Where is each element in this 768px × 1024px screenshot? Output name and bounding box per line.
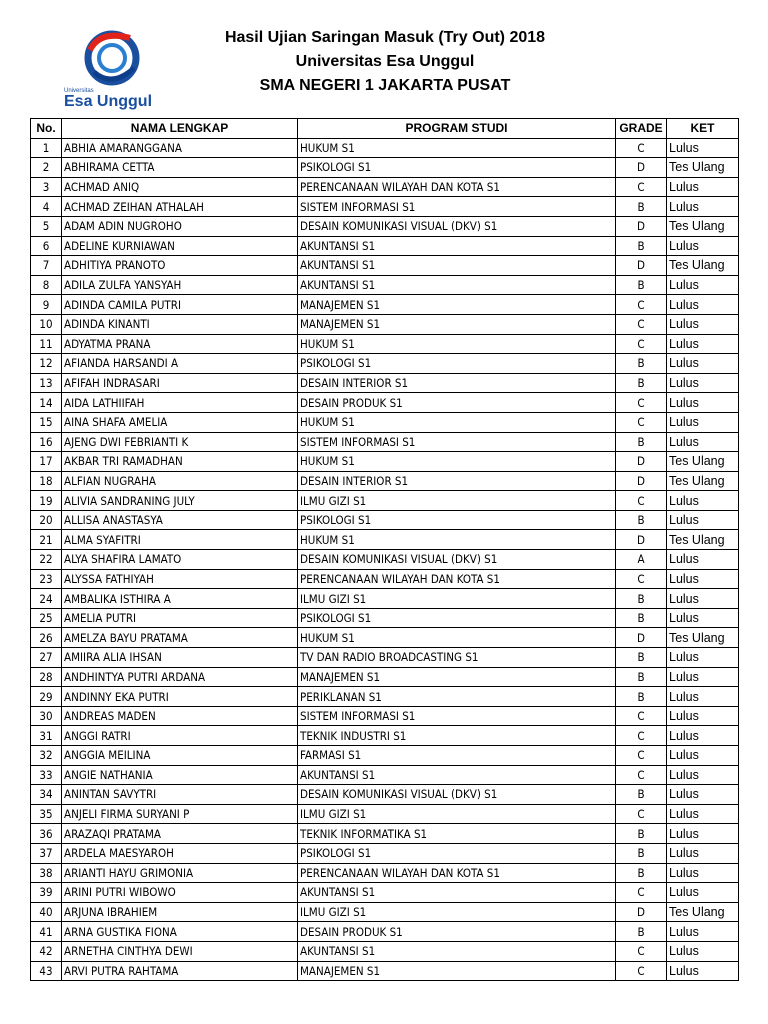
cell-no: 13 [31,373,62,393]
cell-ket: Lulus [667,608,739,628]
cell-nama-lengkap: AIDA LATHIIFAH [62,393,298,413]
cell-nama-lengkap: AFIANDA HARSANDI A [62,354,298,374]
cell-no: 35 [31,804,62,824]
cell-nama-lengkap: ALFIAN NUGRAHA [62,471,298,491]
table-row [31,667,739,687]
cell-program-studi: PSIKOLOGI S1 [298,608,616,628]
cell-nama-lengkap: ANGGIA MEILINA [62,746,298,766]
cell-ket: Lulus [667,961,739,981]
cell-program-studi: SISTEM INFORMASI S1 [298,197,616,217]
cell-no: 23 [31,569,62,589]
table-row [31,471,739,491]
cell-grade: D [616,256,667,276]
cell-ket: Lulus [667,726,739,746]
cell-program-studi: PERIKLANAN S1 [298,687,616,707]
cell-ket: Tes Ulang [667,628,739,648]
logo-small-text: Universitas [64,88,94,94]
cell-no: 17 [31,452,62,472]
cell-nama-lengkap: ALLISA ANASTASYA [62,510,298,530]
cell-grade: D [616,216,667,236]
cell-program-studi: PSIKOLOGI S1 [298,843,616,863]
table-row [31,393,739,413]
table-row [31,863,739,883]
cell-nama-lengkap: AJENG DWI FEBRIANTI K [62,432,298,452]
table-row [31,765,739,785]
cell-no: 6 [31,236,62,256]
cell-nama-lengkap: ABHIRAMA CETTA [62,158,298,178]
table-row [31,216,739,236]
cell-program-studi: SISTEM INFORMASI S1 [298,706,616,726]
cell-program-studi: HUKUM S1 [298,138,616,158]
table-row [31,569,739,589]
cell-program-studi: DESAIN KOMUNIKASI VISUAL (DKV) S1 [298,785,616,805]
cell-nama-lengkap: ALMA SYAFITRI [62,530,298,550]
cell-no: 38 [31,863,62,883]
table-row [31,295,739,315]
cell-ket: Lulus [667,510,739,530]
cell-nama-lengkap: ARJUNA IBRAHIEM [62,902,298,922]
cell-nama-lengkap: AMBALIKA ISTHIRA A [62,589,298,609]
cell-program-studi: ILMU GIZI S1 [298,804,616,824]
cell-no: 8 [31,275,62,295]
table-row [31,746,739,766]
cell-ket: Lulus [667,373,739,393]
table-row [31,197,739,217]
table-row [31,628,739,648]
cell-grade: B [616,843,667,863]
cell-ket: Lulus [667,314,739,334]
table-row [31,608,739,628]
cell-nama-lengkap: ANINTAN SAVYTRI [62,785,298,805]
table-row [31,824,739,844]
cell-ket: Lulus [667,393,739,413]
cell-grade: B [616,785,667,805]
table-row [31,883,739,903]
cell-no: 16 [31,432,62,452]
cell-grade: B [616,863,667,883]
cell-no: 39 [31,883,62,903]
table-row [31,706,739,726]
university-name: Universitas Esa Unggul [295,53,475,70]
table-row [31,726,739,746]
cell-nama-lengkap: ARNA GUSTIKA FIONA [62,922,298,942]
cell-nama-lengkap: ARIANTI HAYU GRIMONIA [62,863,298,883]
cell-ket: Tes Ulang [667,158,739,178]
cell-nama-lengkap: ANGGI RATRI [62,726,298,746]
table-row [31,314,739,334]
table-row [31,275,739,295]
cell-ket: Lulus [667,177,739,197]
cell-nama-lengkap: ARVI PUTRA RAHTAMA [62,961,298,981]
cell-nama-lengkap: ADYATMA PRANA [62,334,298,354]
cell-no: 24 [31,589,62,609]
cell-no: 10 [31,314,62,334]
cell-program-studi: AKUNTANSI S1 [298,275,616,295]
cell-grade: C [616,138,667,158]
cell-no: 3 [31,177,62,197]
cell-nama-lengkap: ADAM ADIN NUGROHO [62,216,298,236]
cell-nama-lengkap: ADELINE KURNIAWAN [62,236,298,256]
cell-nama-lengkap: ALYA SHAFIRA LAMATO [62,550,298,570]
cell-nama-lengkap: ALIVIA SANDRANING JULY [62,491,298,511]
table-body [31,138,739,981]
cell-program-studi: MANAJEMEN S1 [298,295,616,315]
cell-ket: Lulus [667,648,739,668]
cell-ket: Lulus [667,295,739,315]
cell-program-studi: DESAIN INTERIOR S1 [298,471,616,491]
cell-grade: C [616,334,667,354]
cell-ket: Tes Ulang [667,471,739,491]
cell-grade: C [616,177,667,197]
cell-ket: Lulus [667,667,739,687]
cell-ket: Tes Ulang [667,452,739,472]
cell-program-studi: ILMU GIZI S1 [298,491,616,511]
cell-ket: Lulus [667,863,739,883]
table-row [31,138,739,158]
cell-no: 25 [31,608,62,628]
cell-grade: D [616,471,667,491]
cell-no: 12 [31,354,62,374]
cell-ket: Lulus [667,412,739,432]
cell-no: 21 [31,530,62,550]
cell-grade: C [616,746,667,766]
results-table [30,118,739,981]
cell-no: 22 [31,550,62,570]
cell-nama-lengkap: AINA SHAFA AMELIA [62,412,298,432]
cell-nama-lengkap: ALYSSA FATHIYAH [62,569,298,589]
cell-ket: Lulus [667,236,739,256]
table-row [31,177,739,197]
cell-ket: Lulus [667,922,739,942]
cell-grade: C [616,393,667,413]
cell-ket: Lulus [667,746,739,766]
school-name: SMA NEGERI 1 JAKARTA PUSAT [259,77,511,94]
table-row [31,961,739,981]
cell-program-studi: PERENCANAAN WILAYAH DAN KOTA S1 [298,177,616,197]
table-row [31,158,739,178]
cell-grade: C [616,804,667,824]
cell-grade: D [616,902,667,922]
cell-grade: C [616,961,667,981]
header-program-studi: PROGRAM STUDI [298,119,616,139]
cell-program-studi: PERENCANAAN WILAYAH DAN KOTA S1 [298,863,616,883]
header-nama-lengkap: NAMA LENGKAP [62,119,298,139]
cell-program-studi: DESAIN INTERIOR S1 [298,373,616,393]
cell-no: 34 [31,785,62,805]
cell-grade: C [616,941,667,961]
cell-no: 27 [31,648,62,668]
table-row [31,491,739,511]
cell-nama-lengkap: ARAZAQI PRATAMA [62,824,298,844]
cell-no: 18 [31,471,62,491]
cell-no: 4 [31,197,62,217]
header-titles [150,26,620,98]
cell-grade: B [616,236,667,256]
cell-program-studi: TV DAN RADIO BROADCASTING S1 [298,648,616,668]
cell-program-studi: DESAIN KOMUNIKASI VISUAL (DKV) S1 [298,550,616,570]
cell-no: 15 [31,412,62,432]
cell-ket: Tes Ulang [667,530,739,550]
cell-program-studi: MANAJEMEN S1 [298,314,616,334]
header-no: No. [31,119,62,139]
cell-grade: C [616,706,667,726]
cell-grade: B [616,432,667,452]
cell-no: 37 [31,843,62,863]
cell-ket: Lulus [667,138,739,158]
cell-nama-lengkap: ABHIA AMARANGGANA [62,138,298,158]
cell-nama-lengkap: ARNETHA CINTHYA DEWI [62,941,298,961]
cell-no: 32 [31,746,62,766]
cell-program-studi: ILMU GIZI S1 [298,902,616,922]
table-row [31,550,739,570]
cell-grade: C [616,314,667,334]
cell-grade: C [616,491,667,511]
cell-nama-lengkap: ANDINNY EKA PUTRI [62,687,298,707]
cell-ket: Lulus [667,569,739,589]
table-row [31,530,739,550]
cell-nama-lengkap: AMELZA BAYU PRATAMA [62,628,298,648]
table-row [31,589,739,609]
table-row [31,236,739,256]
cell-no: 31 [31,726,62,746]
cell-grade: D [616,530,667,550]
cell-no: 7 [31,256,62,276]
cell-grade: C [616,569,667,589]
cell-program-studi: HUKUM S1 [298,530,616,550]
cell-grade: C [616,765,667,785]
table-row [31,902,739,922]
document-title: Hasil Ujian Saringan Masuk (Try Out) 2018 [224,29,546,46]
header-ket: KET [667,119,739,139]
cell-grade: B [616,608,667,628]
cell-program-studi: MANAJEMEN S1 [298,667,616,687]
cell-ket: Lulus [667,334,739,354]
cell-no: 20 [31,510,62,530]
table-row [31,256,739,276]
table-row [31,648,739,668]
cell-ket: Lulus [667,785,739,805]
table-row [31,354,739,374]
cell-program-studi: AKUNTANSI S1 [298,941,616,961]
cell-ket: Lulus [667,941,739,961]
cell-grade: B [616,354,667,374]
document-header [0,22,768,112]
cell-grade: B [616,373,667,393]
cell-ket: Tes Ulang [667,216,739,236]
header-grade: GRADE [616,119,667,139]
cell-grade: B [616,922,667,942]
cell-ket: Lulus [667,432,739,452]
cell-no: 26 [31,628,62,648]
cell-ket: Lulus [667,883,739,903]
cell-program-studi: AKUNTANSI S1 [298,765,616,785]
table-row [31,510,739,530]
cell-program-studi: MANAJEMEN S1 [298,961,616,981]
cell-grade: B [616,667,667,687]
cell-program-studi: TEKNIK INDUSTRI S1 [298,726,616,746]
cell-grade: D [616,158,667,178]
cell-no: 2 [31,158,62,178]
cell-nama-lengkap: ANDREAS MADEN [62,706,298,726]
table-row [31,452,739,472]
table-row [31,412,739,432]
cell-program-studi: PSIKOLOGI S1 [298,510,616,530]
cell-nama-lengkap: AKBAR TRI RAMADHAN [62,452,298,472]
cell-ket: Lulus [667,550,739,570]
cell-program-studi: AKUNTANSI S1 [298,236,616,256]
cell-no: 9 [31,295,62,315]
cell-no: 30 [31,706,62,726]
table-row [31,941,739,961]
cell-program-studi: HUKUM S1 [298,334,616,354]
cell-grade: B [616,648,667,668]
cell-nama-lengkap: AMELIA PUTRI [62,608,298,628]
cell-no: 1 [31,138,62,158]
cell-program-studi: DESAIN PRODUK S1 [298,393,616,413]
cell-no: 29 [31,687,62,707]
cell-program-studi: SISTEM INFORMASI S1 [298,432,616,452]
cell-nama-lengkap: ADHITIYA PRANOTO [62,256,298,276]
cell-nama-lengkap: ACHMAD ANIQ [62,177,298,197]
cell-ket: Lulus [667,491,739,511]
cell-ket: Tes Ulang [667,256,739,276]
cell-grade: B [616,197,667,217]
esa-unggul-logo [60,30,160,112]
cell-nama-lengkap: ARINI PUTRI WIBOWO [62,883,298,903]
cell-no: 42 [31,941,62,961]
cell-nama-lengkap: ANJELI FIRMA SURYANI P [62,804,298,824]
cell-nama-lengkap: ADILA ZULFA YANSYAH [62,275,298,295]
cell-program-studi: HUKUM S1 [298,452,616,472]
table-row [31,785,739,805]
cell-program-studi: HUKUM S1 [298,412,616,432]
table-header-row [31,119,739,139]
cell-nama-lengkap: ADINDA CAMILA PUTRI [62,295,298,315]
cell-program-studi: AKUNTANSI S1 [298,883,616,903]
cell-no: 41 [31,922,62,942]
cell-grade: D [616,628,667,648]
cell-ket: Tes Ulang [667,902,739,922]
table-row [31,432,739,452]
cell-program-studi: ILMU GIZI S1 [298,589,616,609]
cell-no: 33 [31,765,62,785]
cell-no: 19 [31,491,62,511]
cell-nama-lengkap: ACHMAD ZEIHAN ATHALAH [62,197,298,217]
cell-no: 14 [31,393,62,413]
cell-ket: Lulus [667,275,739,295]
cell-grade: C [616,295,667,315]
cell-no: 28 [31,667,62,687]
cell-program-studi: HUKUM S1 [298,628,616,648]
table-row [31,334,739,354]
cell-no: 40 [31,902,62,922]
cell-grade: C [616,412,667,432]
cell-grade: B [616,589,667,609]
cell-no: 11 [31,334,62,354]
cell-no: 36 [31,824,62,844]
cell-ket: Lulus [667,706,739,726]
cell-ket: Lulus [667,354,739,374]
cell-grade: D [616,452,667,472]
cell-nama-lengkap: ANDHINTYA PUTRI ARDANA [62,667,298,687]
cell-grade: B [616,687,667,707]
cell-ket: Lulus [667,804,739,824]
cell-no: 5 [31,216,62,236]
cell-program-studi: PSIKOLOGI S1 [298,354,616,374]
cell-nama-lengkap: ANGIE NATHANIA [62,765,298,785]
cell-ket: Lulus [667,765,739,785]
cell-grade: C [616,726,667,746]
table-row [31,804,739,824]
cell-grade: B [616,510,667,530]
cell-ket: Lulus [667,843,739,863]
cell-program-studi: PSIKOLOGI S1 [298,158,616,178]
table-row [31,922,739,942]
cell-ket: Lulus [667,687,739,707]
cell-program-studi: FARMASI S1 [298,746,616,766]
cell-no: 43 [31,961,62,981]
logo-text: Esa Unggul [64,93,153,110]
cell-program-studi: AKUNTANSI S1 [298,256,616,276]
cell-program-studi: DESAIN KOMUNIKASI VISUAL (DKV) S1 [298,216,616,236]
cell-program-studi: TEKNIK INFORMATIKA S1 [298,824,616,844]
cell-grade: B [616,824,667,844]
table-row [31,373,739,393]
table-row [31,687,739,707]
cell-grade: B [616,275,667,295]
cell-nama-lengkap: ARDELA MAESYAROH [62,843,298,863]
cell-program-studi: DESAIN PRODUK S1 [298,922,616,942]
cell-grade: A [616,550,667,570]
cell-nama-lengkap: AFIFAH INDRASARI [62,373,298,393]
cell-nama-lengkap: ADINDA KINANTI [62,314,298,334]
table-row [31,843,739,863]
cell-ket: Lulus [667,197,739,217]
cell-ket: Lulus [667,589,739,609]
cell-nama-lengkap: AMIIRA ALIA IHSAN [62,648,298,668]
cell-ket: Lulus [667,824,739,844]
cell-grade: C [616,883,667,903]
cell-program-studi: PERENCANAAN WILAYAH DAN KOTA S1 [298,569,616,589]
